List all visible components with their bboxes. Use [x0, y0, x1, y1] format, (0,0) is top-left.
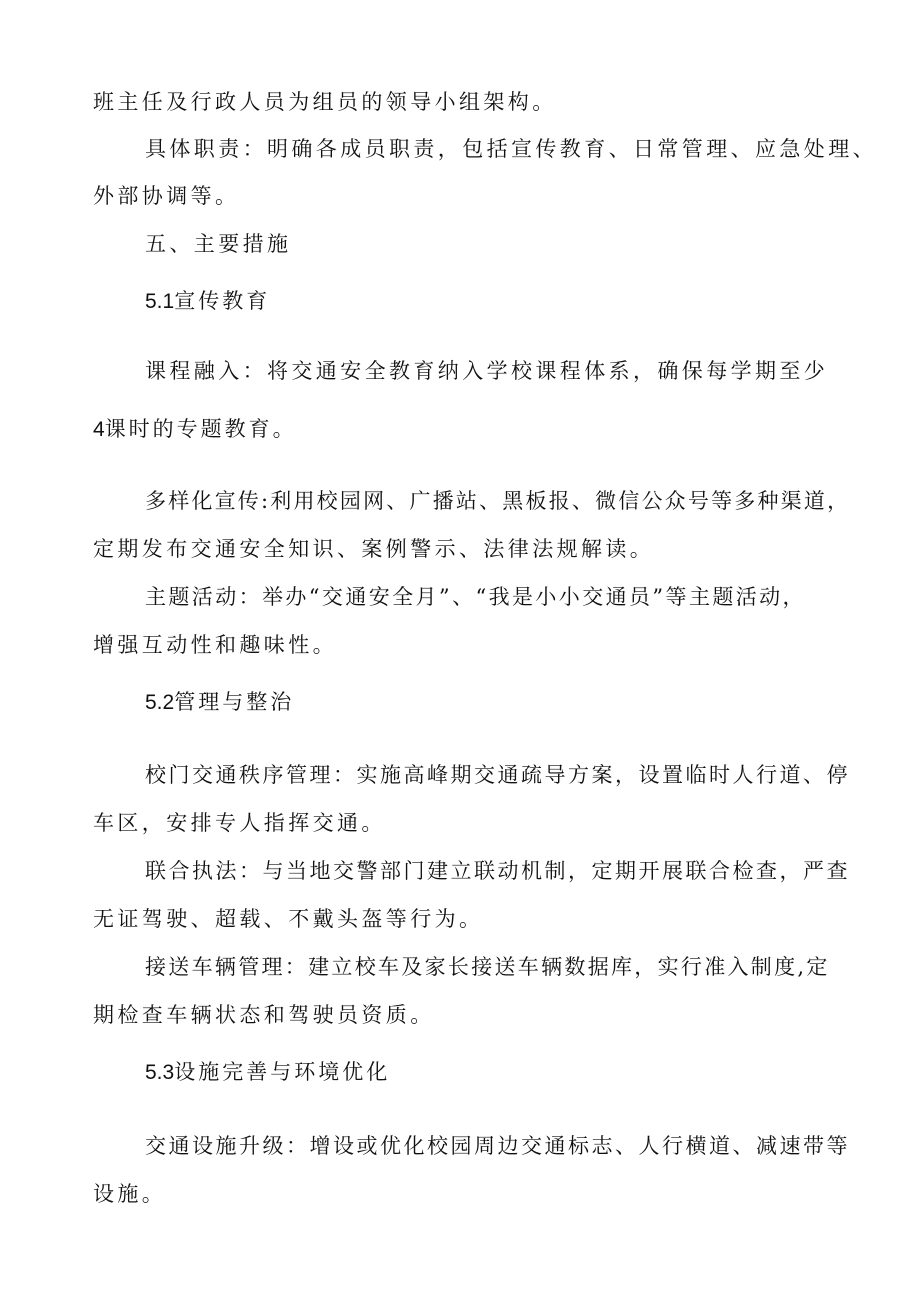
paragraph-line: 班主任及行政人员为组员的领导小组架构。: [93, 90, 557, 114]
subsection-title: 管理与整治: [174, 690, 295, 714]
paragraph-line: 课程融入：将交通安全教育纳入学校课程体系，确保每学期至少: [145, 359, 829, 383]
paragraph-line: 车区，安排专人指挥交通。: [93, 811, 386, 835]
paragraph-line: [93, 415, 297, 444]
subsection-heading: [145, 688, 294, 717]
paragraph-line: 外部协调等。: [93, 184, 240, 208]
section-heading: 五、主要措施: [145, 232, 292, 256]
paragraph-line: 联合执法：与当地交警部门建立联动机制，定期开展联合检查，严查: [145, 859, 850, 883]
paragraph-line: 多样化宣传:利用校园网、广播站、黑板报、微信公众号等多种渠道，: [145, 489, 851, 513]
section-number: 5.1: [145, 290, 175, 313]
paragraph-line: 校门交通秩序管理：实施高峰期交通疏导方案，设置临时人行道、停: [145, 763, 850, 787]
subsection-heading: [145, 287, 270, 316]
subsection-title: 宣传教育: [174, 289, 271, 313]
paragraph-text: 课时的专题教育。: [104, 417, 297, 441]
paragraph-line: 增强互动性和趣味性。: [93, 633, 337, 657]
paragraph-line: 接送车辆管理：建立校车及家长接送车辆数据库，实行准入制度,定: [145, 955, 830, 979]
paragraph-line: 期检查车辆状态和驾驶员资质。: [93, 1003, 435, 1027]
paragraph-line: 定期发布交通安全知识、案例警示、法律法规解读。: [93, 537, 655, 561]
paragraph-line: 具体职责：明确各成员职责，包括宣传教育、日常管理、应急处理、: [145, 137, 877, 161]
subsection-title: 设施完善与环境优化: [174, 1060, 391, 1084]
section-number: 5.3: [145, 1061, 175, 1084]
paragraph-line: 主题活动：举办“交通安全月”、“我是小小交通员”等主题活动，: [145, 585, 806, 609]
paragraph-line: 设施。: [93, 1182, 167, 1206]
section-number: 5.2: [145, 691, 175, 714]
paragraph-line: 无证驾驶、超载、不戴头盔等行为。: [93, 907, 484, 931]
subsection-heading: [145, 1058, 390, 1087]
inline-number: 4: [93, 418, 105, 441]
paragraph-line: 交通设施升级：增设或优化校园周边交通标志、人行横道、减速带等: [145, 1134, 850, 1158]
